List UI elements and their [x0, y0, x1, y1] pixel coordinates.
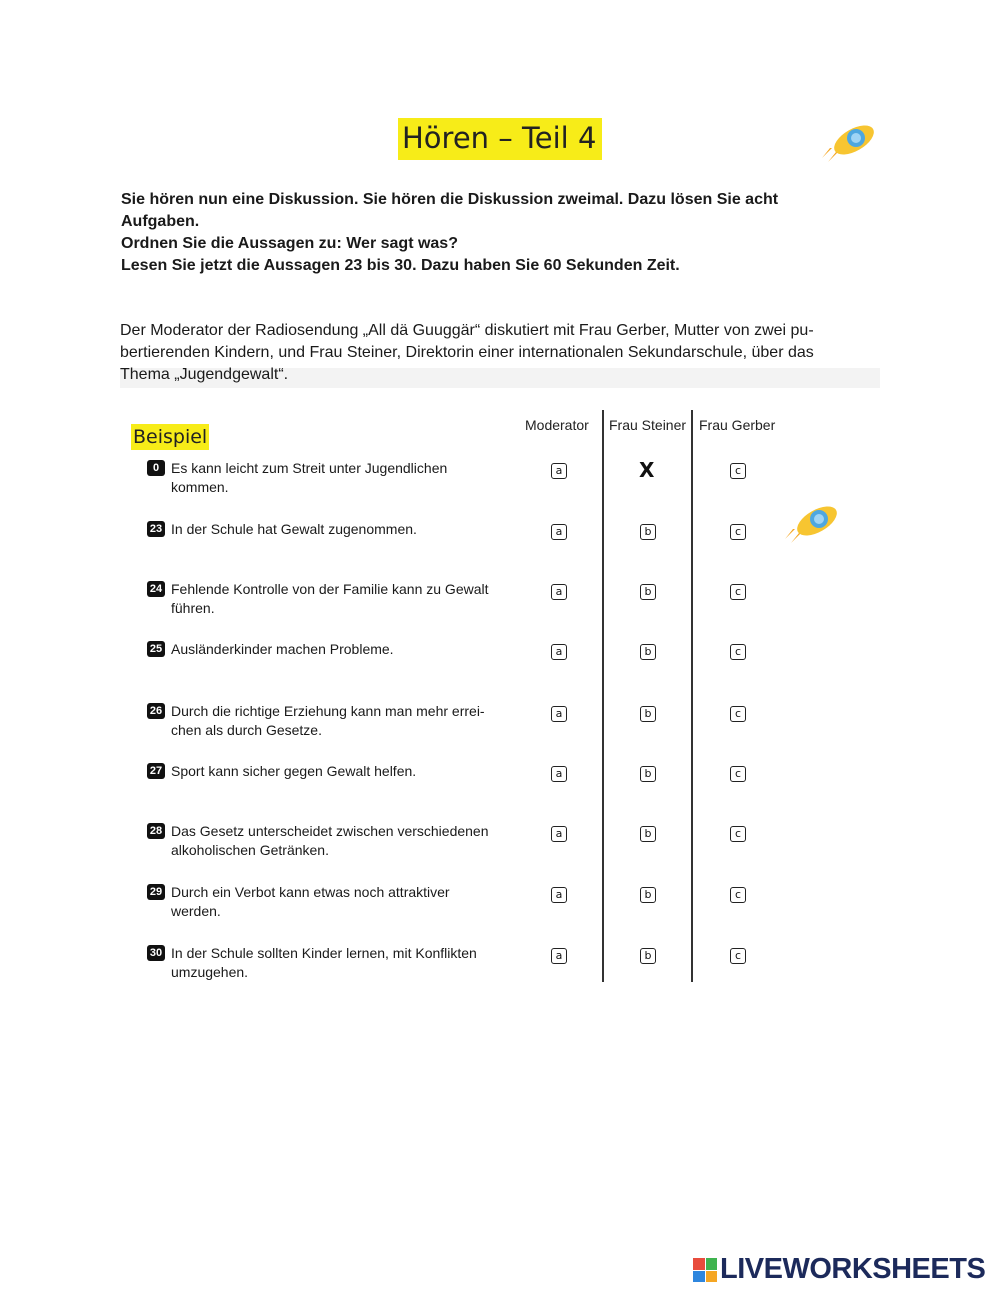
statement-row: [147, 580, 507, 618]
statement-number: 0: [147, 460, 165, 476]
page-title: Hören – Teil 4: [398, 118, 602, 160]
column-divider: [691, 410, 693, 982]
column-header-frau-gerber: Frau Gerber: [699, 417, 776, 433]
statement-row: [147, 640, 507, 659]
intro-paragraph: Der Moderator der Radiosendung „All dä Guuggär“ diskutiert mit Frau Gerber, Mutter von zwei pu- bertierenden Kindern, und Frau Steiner, Direktorin einer internationalen Sekundarschule, über das Thema „Jugendgewalt“.: [120, 320, 880, 388]
answer-option-a[interactable]: a: [551, 644, 567, 660]
answer-option-c[interactable]: c: [730, 524, 746, 540]
answer-option-c[interactable]: c: [730, 706, 746, 722]
column-divider: [602, 410, 604, 982]
statement-text: Sport kann sicher gegen Gewalt helfen.: [171, 763, 417, 779]
answer-option-b[interactable]: b: [640, 948, 656, 964]
statement-text: In der Schule hat Gewalt zugenommen.: [171, 521, 417, 537]
statement-text: Durch die richtige Erziehung kann man mehr errei-chen als durch Gesetze.: [171, 703, 485, 738]
statement-number: 27: [147, 763, 165, 779]
instructions: Sie hören nun eine Diskussion. Sie hören die Diskussion zweimal. Dazu lösen Sie acht Aufgaben. Ordnen Sie die Aussagen zu: Wer sagt was? Lesen Sie jetzt die Aussagen 23 bis 30. Dazu haben Sie 60 Sekunden Zeit.: [121, 191, 779, 274]
statement-row: [147, 762, 507, 781]
answer-option-c[interactable]: c: [730, 826, 746, 842]
answer-option-c[interactable]: c: [730, 644, 746, 660]
rocket-icon: [783, 499, 843, 543]
statement-row: [147, 883, 507, 921]
statement-text: Fehlende Kontrolle von der Familie kann zu Gewalt führen.: [171, 581, 489, 616]
answer-option-b[interactable]: b: [640, 644, 656, 660]
statement-number: 24: [147, 581, 165, 597]
statement-text: Es kann leicht zum Streit unter Jugendlichen kommen.: [171, 460, 448, 495]
statement-row: [147, 822, 507, 860]
answer-option-b[interactable]: b: [640, 524, 656, 540]
answer-option-c[interactable]: c: [730, 463, 746, 479]
example-answer-mark: X: [639, 458, 655, 482]
statement-row: [147, 520, 507, 539]
statement-number: 25: [147, 641, 165, 657]
answer-option-c[interactable]: c: [730, 766, 746, 782]
statement-text: Ausländerkinder machen Probleme.: [171, 641, 394, 657]
statement-number: 28: [147, 823, 165, 839]
answer-option-a[interactable]: a: [551, 948, 567, 964]
answer-option-b[interactable]: b: [640, 706, 656, 722]
column-header-frau-steiner: Frau Steiner: [609, 417, 687, 433]
answer-option-c[interactable]: c: [730, 584, 746, 600]
statement-row: [147, 944, 507, 982]
footer-logo: LIVEWORKSHEETS: [720, 1253, 986, 1285]
statement-number: 26: [147, 703, 165, 719]
statement-number: 23: [147, 521, 165, 537]
answer-option-b[interactable]: b: [640, 887, 656, 903]
answer-option-a[interactable]: a: [551, 706, 567, 722]
statement-text: Durch ein Verbot kann etwas noch attraktiver werden.: [171, 884, 450, 919]
answer-option-c[interactable]: c: [730, 887, 746, 903]
answer-option-b[interactable]: b: [640, 766, 656, 782]
statement-text: In der Schule sollten Kinder lernen, mit Konflikten umzugehen.: [171, 945, 477, 980]
statement-row: [147, 702, 507, 740]
statement-row: [147, 459, 507, 497]
answer-option-a[interactable]: a: [551, 524, 567, 540]
answer-option-a[interactable]: a: [551, 584, 567, 600]
liveworksheets-logo-icon: [693, 1258, 717, 1282]
statement-number: 30: [147, 945, 165, 961]
rocket-icon: [820, 118, 880, 162]
example-label: Beispiel: [133, 426, 208, 448]
column-header-moderator: Moderator: [525, 417, 589, 433]
answer-option-b[interactable]: b: [640, 826, 656, 842]
statement-number: 29: [147, 884, 165, 900]
answer-option-a[interactable]: a: [551, 887, 567, 903]
statement-text: Das Gesetz unterscheidet zwischen verschiedenen alkoholischen Getränken.: [171, 823, 489, 858]
answer-option-a[interactable]: a: [551, 766, 567, 782]
answer-option-a[interactable]: a: [551, 463, 567, 479]
answer-option-b[interactable]: b: [640, 584, 656, 600]
answer-option-a[interactable]: a: [551, 826, 567, 842]
answer-option-c[interactable]: c: [730, 948, 746, 964]
